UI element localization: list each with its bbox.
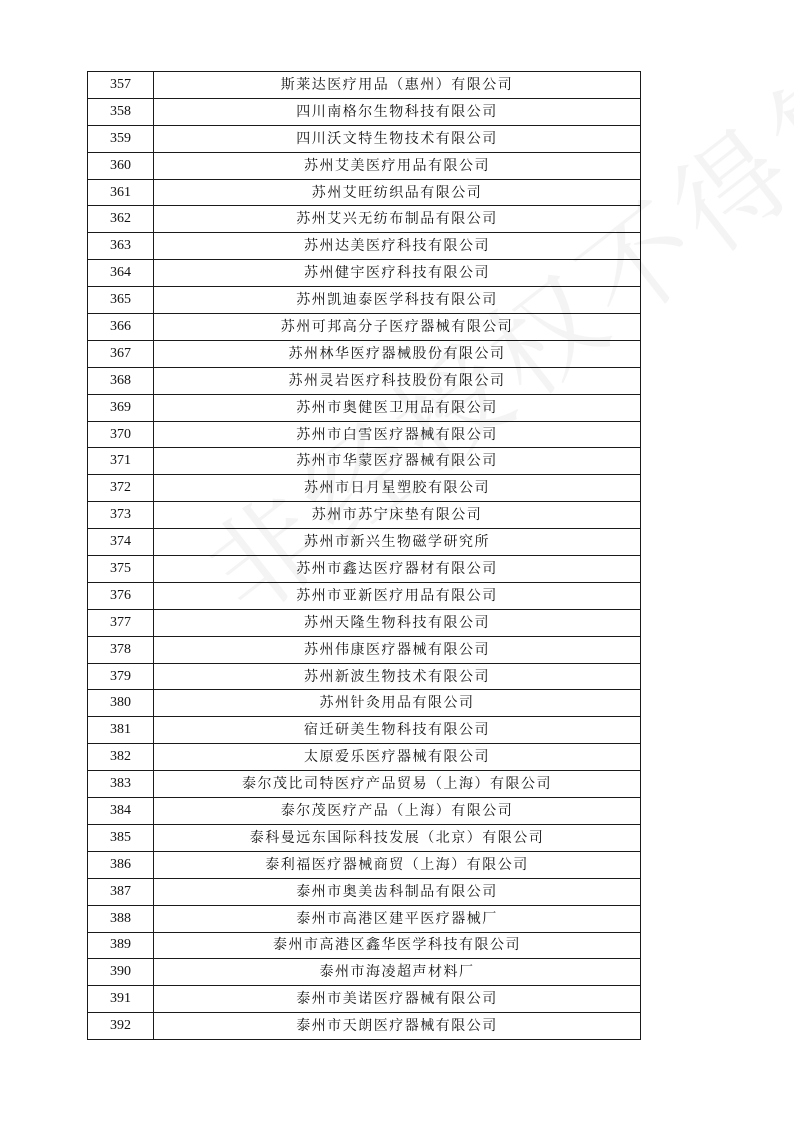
row-number-cell: 372 [88,475,154,502]
row-number-cell: 389 [88,932,154,959]
company-name-cell: 苏州新波生物技术有限公司 [154,663,641,690]
company-name-cell: 泰州市奥美齿科制品有限公司 [154,878,641,905]
company-name-cell: 泰州市美诺医疗器械有限公司 [154,986,641,1013]
table-row [88,717,641,744]
row-number-cell: 364 [88,260,154,287]
row-number-cell: 384 [88,798,154,825]
table-row [88,260,641,287]
company-name-cell: 苏州天隆生物科技有限公司 [154,609,641,636]
table-row [88,152,641,179]
row-number-cell: 391 [88,986,154,1013]
company-name-cell: 泰利福医疗器械商贸（上海）有限公司 [154,851,641,878]
table-row [88,340,641,367]
company-name-cell: 苏州可邦高分子医疗器械有限公司 [154,314,641,341]
table-row [88,556,641,583]
company-name-cell: 泰尔茂医疗产品（上海）有限公司 [154,798,641,825]
table-row [88,824,641,851]
row-number-cell: 385 [88,824,154,851]
table-row [88,475,641,502]
table-row [88,878,641,905]
row-number-cell: 360 [88,152,154,179]
table-row [88,663,641,690]
row-number-cell: 371 [88,448,154,475]
table-row [88,206,641,233]
row-number-cell: 369 [88,394,154,421]
company-list-table [87,71,641,1040]
row-number-cell: 390 [88,959,154,986]
table-row [88,744,641,771]
table-row [88,798,641,825]
row-number-cell: 373 [88,502,154,529]
row-number-cell: 359 [88,125,154,152]
company-name-cell: 斯莱达医疗用品（惠州）有限公司 [154,72,641,99]
company-name-cell: 泰科曼远东国际科技发展（北京）有限公司 [154,824,641,851]
table-row [88,367,641,394]
row-number-cell: 392 [88,1013,154,1040]
row-number-cell: 383 [88,771,154,798]
company-name-cell: 苏州林华医疗器械股份有限公司 [154,340,641,367]
table-row [88,233,641,260]
table-row [88,986,641,1013]
table-row [88,1013,641,1040]
company-name-cell: 苏州市日月星塑胶有限公司 [154,475,641,502]
row-number-cell: 367 [88,340,154,367]
company-name-cell: 苏州市新兴生物磁学研究所 [154,529,641,556]
company-name-cell: 苏州针灸用品有限公司 [154,690,641,717]
company-name-cell: 宿迁研美生物科技有限公司 [154,717,641,744]
row-number-cell: 379 [88,663,154,690]
table-row [88,636,641,663]
row-number-cell: 358 [88,98,154,125]
table-row [88,582,641,609]
company-name-cell: 苏州凯迪泰医学科技有限公司 [154,287,641,314]
company-name-cell: 泰州市海凌超声材料厂 [154,959,641,986]
company-name-cell: 泰尔茂比司特医疗产品贸易（上海）有限公司 [154,771,641,798]
row-number-cell: 377 [88,609,154,636]
company-name-cell: 太原爱乐医疗器械有限公司 [154,744,641,771]
table-row [88,932,641,959]
company-name-cell: 四川沃文特生物技术有限公司 [154,125,641,152]
company-name-cell: 苏州灵岩医疗科技股份有限公司 [154,367,641,394]
table-row [88,421,641,448]
table-row [88,771,641,798]
table-row [88,959,641,986]
row-number-cell: 381 [88,717,154,744]
company-name-cell: 四川南格尔生物科技有限公司 [154,98,641,125]
row-number-cell: 376 [88,582,154,609]
row-number-cell: 361 [88,179,154,206]
table-row [88,905,641,932]
table-row [88,179,641,206]
row-number-cell: 387 [88,878,154,905]
company-name-cell: 苏州艾旺纺织品有限公司 [154,179,641,206]
company-name-cell: 泰州市高港区鑫华医学科技有限公司 [154,932,641,959]
company-name-cell: 泰州市天朗医疗器械有限公司 [154,1013,641,1040]
row-number-cell: 382 [88,744,154,771]
company-name-cell: 苏州市鑫达医疗器材有限公司 [154,556,641,583]
company-list-body [88,72,641,1040]
table-row [88,448,641,475]
row-number-cell: 363 [88,233,154,260]
company-name-cell: 苏州市亚新医疗用品有限公司 [154,582,641,609]
row-number-cell: 366 [88,314,154,341]
table-row [88,287,641,314]
table-row [88,98,641,125]
row-number-cell: 368 [88,367,154,394]
table-row [88,690,641,717]
row-number-cell: 386 [88,851,154,878]
row-number-cell: 380 [88,690,154,717]
company-name-cell: 苏州市苏宁床垫有限公司 [154,502,641,529]
company-name-cell: 泰州市高港区建平医疗器械厂 [154,905,641,932]
company-name-cell: 苏州达美医疗科技有限公司 [154,233,641,260]
company-name-cell: 苏州艾兴无纺布制品有限公司 [154,206,641,233]
company-name-cell: 苏州伟康医疗器械有限公司 [154,636,641,663]
row-number-cell: 365 [88,287,154,314]
row-number-cell: 378 [88,636,154,663]
table-row [88,314,641,341]
company-name-cell: 苏州健宇医疗科技有限公司 [154,260,641,287]
company-name-cell: 苏州市奥健医卫用品有限公司 [154,394,641,421]
table-row [88,609,641,636]
row-number-cell: 362 [88,206,154,233]
table-row [88,502,641,529]
row-number-cell: 375 [88,556,154,583]
row-number-cell: 374 [88,529,154,556]
table-row [88,394,641,421]
company-name-cell: 苏州市白雪医疗器械有限公司 [154,421,641,448]
company-name-cell: 苏州市华蒙医疗器械有限公司 [154,448,641,475]
row-number-cell: 357 [88,72,154,99]
row-number-cell: 370 [88,421,154,448]
table-row [88,125,641,152]
table-row [88,529,641,556]
table-row [88,851,641,878]
company-name-cell: 苏州艾美医疗用品有限公司 [154,152,641,179]
table-row [88,72,641,99]
row-number-cell: 388 [88,905,154,932]
